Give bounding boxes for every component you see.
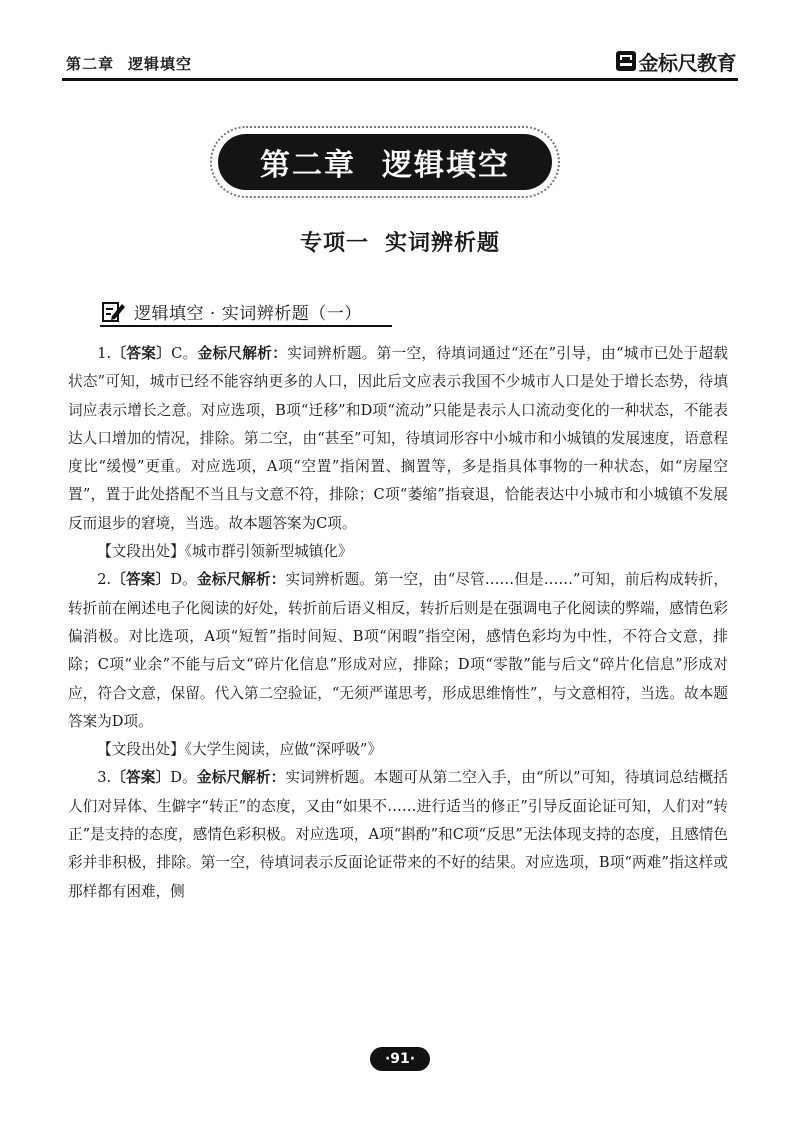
source-line	[68, 538, 728, 566]
answer-body	[68, 340, 728, 906]
source-label: 【文段出处】	[97, 543, 185, 561]
analysis-label: 金标尺解析：	[196, 571, 286, 589]
answer-label: 〔答案〕	[111, 769, 171, 787]
answer-value: D。	[170, 571, 197, 589]
section-title	[0, 226, 800, 257]
brand-logo-icon	[616, 51, 636, 71]
item-number: 1.	[97, 345, 112, 362]
page-number: ·91·	[370, 1047, 430, 1071]
subsection-underline	[100, 325, 392, 327]
item-number: 3.	[97, 769, 112, 787]
brand-name: 金标尺教育	[638, 50, 736, 75]
analysis-label: 金标尺解析：	[197, 345, 288, 362]
section-label: 专项一	[299, 231, 369, 256]
answer-item	[68, 764, 728, 905]
brand-logo	[616, 49, 737, 73]
edit-note-icon	[100, 298, 126, 324]
analysis-text: 实词辨析题。本题可从第二空入手，由“所以”可知，待填词总结概括人们对异体、生僻字“转正”的态度，又由“如果不……进行适当的修正”引导反面论证可知，人们对“转正”是支持的态度，感情色彩积极。对应选项，A项“斟酌”和C项“反思”无法体现支持的态度，且感情色彩并非积极，排除。第一空，待填词表示反面论证带来的不好的结果。对应选项，B项“两难”指这样或那样都有困难，侧	[68, 769, 728, 900]
banner-topic: 逻辑填空	[382, 148, 510, 183]
answer-value: C。	[171, 345, 198, 362]
running-header	[62, 47, 738, 77]
answer-item	[68, 340, 728, 538]
answer-value: D。	[170, 769, 197, 787]
analysis-label: 金标尺解析：	[196, 769, 286, 787]
source-line	[68, 736, 728, 764]
source-label: 【文段出处】	[97, 741, 185, 759]
answer-label: 〔答案〕	[111, 571, 171, 589]
header-divider	[62, 78, 738, 81]
chapter-banner-title	[260, 140, 510, 184]
banner-chapter: 第二章	[260, 148, 356, 183]
running-header-title	[66, 53, 192, 74]
subsection-heading	[100, 296, 362, 326]
chapter-banner	[218, 134, 552, 190]
section-name: 实词辨析题	[385, 231, 501, 256]
header-chapter: 第二章	[66, 55, 115, 73]
source-title: 《城市群引领新型城镇化》	[184, 543, 353, 561]
subsection-title: 逻辑填空 · 实词辨析题（一）	[134, 303, 362, 324]
answer-label: 〔答案〕	[111, 345, 172, 362]
header-topic: 逻辑填空	[128, 55, 193, 73]
answer-item	[68, 566, 728, 736]
analysis-text: 实词辨析题。第一空，由“尽管……但是……”可知，前后构成转折，转折前在阐述电子化阅读的好处，转折前后语义相反，转折后则是在强调电子化阅读的弊端，感情色彩偏消极。对比选项，A项“短暂”指时间短、B项“闲暇”指空闲，感情色彩均为中性，不符合文意，排除；C项“业余”不能与后文“碎片化信息”形成对应，排除；D项“零散”能与后文“碎片化信息”形成对应，符合文意，保留。代入第二空验证，“无须严谨思考，形成思维惰性”，与文意相符，当选。故本题答案为D项。	[68, 571, 728, 730]
analysis-text: 实词辨析题。第一空，待填词通过“还在”引导，由“城市已处于超载状态”可知，城市已经不能容纳更多的人口，因此后文应表示我国不少城市人口是处于增长态势，待填词应表示增长之意。对应选项，B项“迁移”和D项“流动”只能是表示人口流动变化的一种状态，不能表达人口增加的情况，排除。第二空，由“甚至”可知，待填词形容中小城市和小城镇的发展速度，语意程度比“缓慢”更重。对应选项，A项“空置”指闲置、搁置等，多是指具体事物的一种状态，如“房屋空置”，置于此处搭配不当且与文意不符，排除；C项“萎缩”指衰退，恰能表达中小城市和小城镇不发展反而退步的窘境，当选。故本题答案为C项。	[68, 345, 728, 532]
item-number: 2.	[97, 571, 112, 589]
source-title: 《大学生阅读，应做“深呼吸”》	[184, 741, 383, 759]
